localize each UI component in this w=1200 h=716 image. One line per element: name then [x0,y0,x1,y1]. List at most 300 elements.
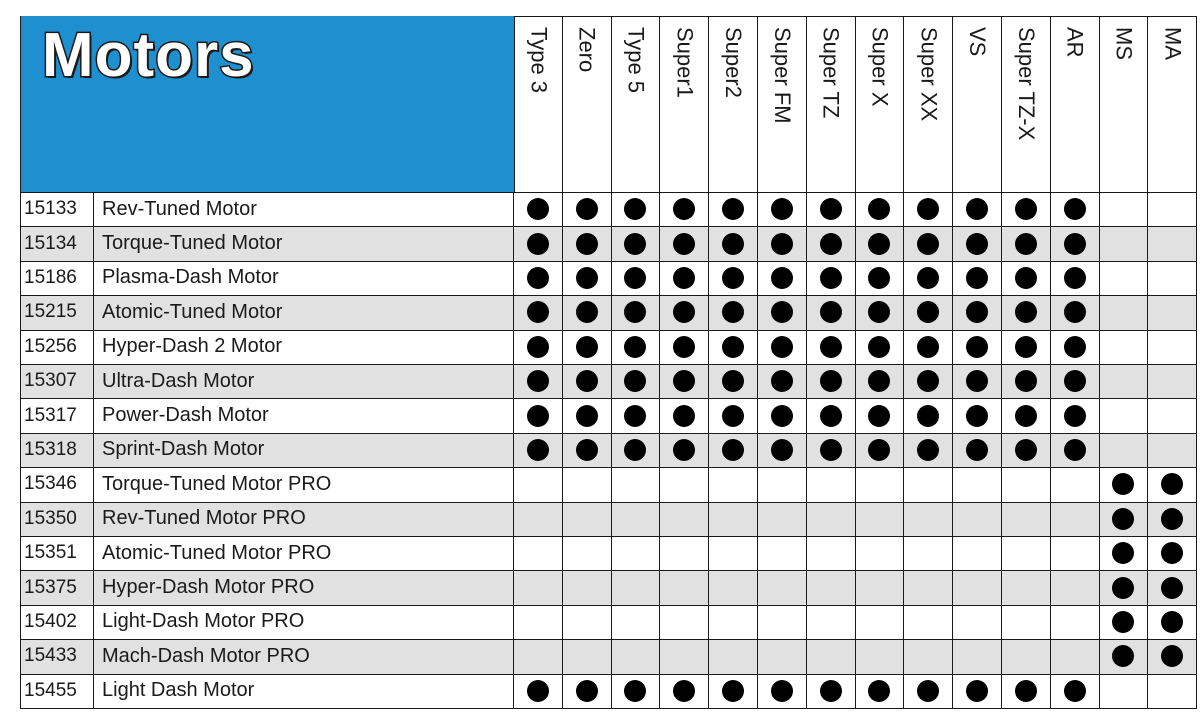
compat-cell-super-tz-x [1002,536,1051,570]
column-header-1 [563,16,612,192]
compatible-dot-icon [1161,473,1183,495]
compat-cell-type-3 [514,330,563,364]
compat-cell-ms [1100,226,1149,260]
part-number: 15317 [20,398,94,432]
compatible-dot-icon [673,301,695,323]
compat-cell-ms [1100,433,1149,467]
compat-cell-ms [1100,192,1149,226]
column-header-9 [953,16,1002,192]
compat-cell-vs [953,467,1002,501]
compatible-dot-icon [771,198,793,220]
compatible-dot-icon [1112,611,1134,633]
compatible-dot-icon [1161,508,1183,530]
compat-cell-super-fm [758,433,807,467]
compat-cell-super-fm [758,467,807,501]
compatible-dot-icon [1064,233,1086,255]
compatible-dot-icon [1015,233,1037,255]
compatible-dot-icon [624,370,646,392]
compat-cell-super2 [709,295,758,329]
compatible-dot-icon [917,301,939,323]
compat-cell-super-tz [807,261,856,295]
compat-cell-super-xx [904,295,953,329]
compat-cell-super-tz-x [1002,467,1051,501]
compat-cell-super-xx [904,467,953,501]
compat-cell-type-5 [612,398,661,432]
compatible-dot-icon [917,680,939,702]
compatible-dot-icon [868,198,890,220]
compatible-dot-icon [1112,508,1134,530]
compatible-dot-icon [576,405,598,427]
compatible-dot-icon [624,680,646,702]
compat-cell-vs [953,364,1002,398]
compatible-dot-icon [820,267,842,289]
compat-cell-super-xx [904,605,953,639]
table-row [20,226,1197,260]
compatible-dot-icon [527,301,549,323]
part-number: 15346 [20,467,94,501]
compat-cell-super-tz [807,536,856,570]
compat-cell-super-xx [904,502,953,536]
compat-cell-ma [1148,467,1197,501]
compat-cell-super-x [856,330,905,364]
compatible-dot-icon [1112,577,1134,599]
compat-cell-super1 [660,502,709,536]
compat-cell-super-fm [758,674,807,708]
compat-cell-super-x [856,364,905,398]
table-row [20,467,1197,501]
compat-cell-zero [563,674,612,708]
compat-cell-super2 [709,398,758,432]
compatible-dot-icon [917,439,939,461]
compatible-dot-icon [1015,336,1037,358]
motor-name: Light-Dash Motor PRO [94,605,514,639]
compatible-dot-icon [868,267,890,289]
part-number: 15402 [20,605,94,639]
part-number: 15351 [20,536,94,570]
compat-cell-super-x [856,192,905,226]
compat-cell-vs [953,605,1002,639]
compat-cell-super1 [660,536,709,570]
compat-cell-ar [1051,226,1100,260]
compat-cell-super-tz-x [1002,570,1051,604]
compatible-dot-icon [1015,198,1037,220]
compat-cell-zero [563,295,612,329]
compat-cell-super-tz-x [1002,261,1051,295]
compatible-dot-icon [966,370,988,392]
motor-name: Hyper-Dash Motor PRO [94,570,514,604]
compat-cell-ma [1148,605,1197,639]
compatible-dot-icon [1161,577,1183,599]
column-header-12 [1100,16,1149,192]
compatible-dot-icon [673,267,695,289]
compat-cell-ar [1051,536,1100,570]
compat-cell-zero [563,226,612,260]
compat-cell-super1 [660,570,709,604]
compat-cell-super-fm [758,192,807,226]
compat-cell-ar [1051,605,1100,639]
compat-cell-ma [1148,364,1197,398]
motor-name: Plasma-Dash Motor [94,261,514,295]
compat-cell-super-tz-x [1002,674,1051,708]
row-divider [20,192,1197,193]
compat-cell-type-5 [612,226,661,260]
compat-cell-super-x [856,674,905,708]
compat-cell-ms [1100,295,1149,329]
compatible-dot-icon [1161,611,1183,633]
compatible-dot-icon [1112,645,1134,667]
part-number: 15307 [20,364,94,398]
compatible-dot-icon [673,233,695,255]
compat-cell-zero [563,433,612,467]
compatible-dot-icon [722,405,744,427]
compatible-dot-icon [868,405,890,427]
compatible-dot-icon [673,680,695,702]
compatible-dot-icon [771,336,793,358]
part-number: 15133 [20,192,94,226]
compat-cell-zero [563,502,612,536]
compat-cell-super-x [856,639,905,673]
compatible-dot-icon [722,198,744,220]
compat-cell-ar [1051,398,1100,432]
column-header-5 [758,16,807,192]
page-title: Motors [42,21,255,90]
compatible-dot-icon [527,405,549,427]
compatible-dot-icon [576,267,598,289]
compat-cell-super-fm [758,502,807,536]
compat-cell-super-xx [904,398,953,432]
compat-cell-type-3 [514,502,563,536]
table-row [20,570,1197,604]
compat-cell-ma [1148,261,1197,295]
compat-cell-ms [1100,502,1149,536]
compatible-dot-icon [673,370,695,392]
compatible-dot-icon [771,267,793,289]
compat-cell-super-fm [758,261,807,295]
compat-cell-super-x [856,605,905,639]
compat-cell-super-tz-x [1002,226,1051,260]
table-row [20,192,1197,226]
row-divider [20,570,1197,571]
compat-cell-ms [1100,605,1149,639]
compat-cell-super2 [709,674,758,708]
compatible-dot-icon [673,198,695,220]
compatible-dot-icon [868,680,890,702]
compatible-dot-icon [820,233,842,255]
table-left-border [20,16,21,709]
compatible-dot-icon [576,336,598,358]
motor-name: Light Dash Motor [94,674,514,708]
compat-cell-vs [953,639,1002,673]
column-header-label: AR [1062,27,1088,58]
compatible-dot-icon [527,336,549,358]
table-row [20,398,1197,432]
compat-cell-ma [1148,398,1197,432]
compat-cell-super-fm [758,570,807,604]
motor-name: Sprint-Dash Motor [94,433,514,467]
compat-cell-super-tz [807,226,856,260]
compat-cell-type-3 [514,674,563,708]
compat-cell-super1 [660,226,709,260]
table-row [20,639,1197,673]
compatible-dot-icon [1064,301,1086,323]
compatible-dot-icon [868,301,890,323]
compat-cell-vs [953,674,1002,708]
compatible-dot-icon [1015,370,1037,392]
compat-cell-type-5 [612,295,661,329]
compat-cell-ma [1148,502,1197,536]
compatible-dot-icon [820,198,842,220]
compatible-dot-icon [917,198,939,220]
compatible-dot-icon [722,301,744,323]
compatible-dot-icon [624,301,646,323]
compatible-dot-icon [576,233,598,255]
compatible-dot-icon [868,439,890,461]
compatible-dot-icon [722,680,744,702]
column-header-label: Zero [574,27,600,73]
compatible-dot-icon [673,405,695,427]
compat-cell-super-tz [807,605,856,639]
compatible-dot-icon [771,405,793,427]
compat-cell-super-xx [904,536,953,570]
compatible-dot-icon [966,233,988,255]
part-number: 15375 [20,570,94,604]
compat-cell-zero [563,570,612,604]
compatible-dot-icon [917,405,939,427]
compat-cell-type-5 [612,364,661,398]
column-header-label: Super XX [916,27,942,122]
column-header-0 [514,16,563,192]
compat-cell-zero [563,364,612,398]
compat-cell-super1 [660,261,709,295]
compat-cell-super-tz [807,330,856,364]
column-header-4 [709,16,758,192]
compatible-dot-icon [527,267,549,289]
compatible-dot-icon [868,370,890,392]
compat-cell-vs [953,261,1002,295]
compat-cell-ar [1051,570,1100,604]
compat-cell-super1 [660,674,709,708]
compat-cell-ma [1148,639,1197,673]
compat-cell-super-tz [807,192,856,226]
part-number: 15455 [20,674,94,708]
compat-cell-ma [1148,295,1197,329]
compatible-dot-icon [820,405,842,427]
compat-cell-super-x [856,502,905,536]
compat-cell-super-tz-x [1002,330,1051,364]
compat-cell-type-3 [514,536,563,570]
table-bottom-border [20,708,1197,709]
compatible-dot-icon [868,233,890,255]
motor-name: Atomic-Tuned Motor PRO [94,536,514,570]
compatible-dot-icon [820,439,842,461]
part-number: 15318 [20,433,94,467]
row-divider [20,467,1197,468]
compat-cell-super-tz [807,639,856,673]
compat-cell-super-xx [904,570,953,604]
compat-cell-super2 [709,536,758,570]
compat-cell-vs [953,226,1002,260]
column-header-label: Super2 [721,27,747,98]
title-banner [20,16,514,192]
column-header-3 [660,16,709,192]
compat-cell-type-5 [612,502,661,536]
compat-cell-ma [1148,226,1197,260]
compatible-dot-icon [1064,439,1086,461]
compatible-dot-icon [576,301,598,323]
compat-cell-super-x [856,536,905,570]
part-number: 15433 [20,639,94,673]
compatible-dot-icon [673,336,695,358]
compatible-dot-icon [966,267,988,289]
compat-cell-ma [1148,433,1197,467]
compat-cell-super-tz [807,502,856,536]
compat-cell-super-x [856,261,905,295]
compat-cell-super-fm [758,536,807,570]
motor-name: Power-Dash Motor [94,398,514,432]
compat-cell-super-tz-x [1002,364,1051,398]
compat-cell-super1 [660,364,709,398]
compat-cell-type-5 [612,536,661,570]
compatible-dot-icon [966,680,988,702]
motor-name: Rev-Tuned Motor PRO [94,502,514,536]
compat-cell-zero [563,192,612,226]
compat-cell-super1 [660,605,709,639]
compat-cell-super-tz-x [1002,192,1051,226]
compat-cell-super-fm [758,330,807,364]
compat-cell-super2 [709,364,758,398]
compat-cell-super1 [660,295,709,329]
compat-cell-super-tz [807,364,856,398]
compatible-dot-icon [576,198,598,220]
compatible-dot-icon [1064,198,1086,220]
compat-cell-super-x [856,467,905,501]
compatible-dot-icon [917,336,939,358]
compatible-dot-icon [966,336,988,358]
table-row [20,295,1197,329]
row-divider [20,433,1197,434]
row-divider [20,674,1197,675]
compatible-dot-icon [1161,645,1183,667]
column-header-10 [1002,16,1051,192]
compat-cell-ms [1100,398,1149,432]
compatible-dot-icon [771,233,793,255]
compat-cell-super-tz [807,295,856,329]
column-header-label: Super FM [769,27,795,124]
compatible-dot-icon [966,301,988,323]
compat-cell-type-3 [514,192,563,226]
compatible-dot-icon [917,267,939,289]
compat-cell-super-tz [807,433,856,467]
compat-cell-ar [1051,295,1100,329]
compat-cell-type-3 [514,467,563,501]
compatible-dot-icon [917,233,939,255]
compat-cell-super2 [709,639,758,673]
compatible-dot-icon [1064,405,1086,427]
compatible-dot-icon [624,439,646,461]
compat-cell-ma [1148,536,1197,570]
compat-cell-super-tz-x [1002,433,1051,467]
compat-cell-ms [1100,536,1149,570]
table-row [20,261,1197,295]
compatible-dot-icon [1015,680,1037,702]
motor-name: Rev-Tuned Motor [94,192,514,226]
compat-cell-type-5 [612,639,661,673]
compat-cell-super-fm [758,398,807,432]
row-divider [20,295,1197,296]
compat-cell-type-5 [612,433,661,467]
compatible-dot-icon [576,370,598,392]
compat-cell-super-xx [904,226,953,260]
row-divider [20,364,1197,365]
compat-cell-vs [953,295,1002,329]
compatible-dot-icon [771,439,793,461]
part-number: 15256 [20,330,94,364]
compat-cell-super-xx [904,192,953,226]
compat-cell-type-3 [514,398,563,432]
compat-cell-type-5 [612,674,661,708]
compatible-dot-icon [1015,301,1037,323]
motor-name: Torque-Tuned Motor [94,226,514,260]
compat-cell-zero [563,536,612,570]
compat-cell-ar [1051,433,1100,467]
row-divider [20,502,1197,503]
compat-cell-super1 [660,398,709,432]
compat-cell-zero [563,330,612,364]
compat-cell-super-tz [807,570,856,604]
compat-cell-ma [1148,330,1197,364]
motor-name: Atomic-Tuned Motor [94,295,514,329]
compatible-dot-icon [1064,336,1086,358]
compat-cell-super1 [660,433,709,467]
compatible-dot-icon [1015,267,1037,289]
column-header-7 [856,16,905,192]
compat-cell-ms [1100,639,1149,673]
compatible-dot-icon [1112,473,1134,495]
compatible-dot-icon [527,233,549,255]
compat-cell-super-tz-x [1002,502,1051,536]
compatible-dot-icon [1064,370,1086,392]
row-divider [20,398,1197,399]
motor-name: Torque-Tuned Motor PRO [94,467,514,501]
compat-cell-super-fm [758,295,807,329]
column-header-11 [1051,16,1100,192]
table-row [20,364,1197,398]
compatible-dot-icon [576,680,598,702]
compat-cell-type-3 [514,639,563,673]
row-divider [20,330,1197,331]
compat-cell-super2 [709,467,758,501]
compatible-dot-icon [771,680,793,702]
column-header-label: VS [965,27,991,57]
table-row [20,536,1197,570]
compatible-dot-icon [820,370,842,392]
compat-cell-type-5 [612,570,661,604]
compat-cell-ms [1100,570,1149,604]
compat-cell-super2 [709,226,758,260]
motor-name: Hyper-Dash 2 Motor [94,330,514,364]
compatible-dot-icon [722,370,744,392]
compat-cell-super2 [709,502,758,536]
compatible-dot-icon [624,198,646,220]
compat-cell-vs [953,536,1002,570]
part-number: 15186 [20,261,94,295]
column-header-8 [904,16,953,192]
compatible-dot-icon [771,301,793,323]
compat-cell-super-x [856,226,905,260]
compatible-dot-icon [722,267,744,289]
column-header-label: MA [1160,27,1186,60]
column-header-label: Type 3 [526,27,552,94]
